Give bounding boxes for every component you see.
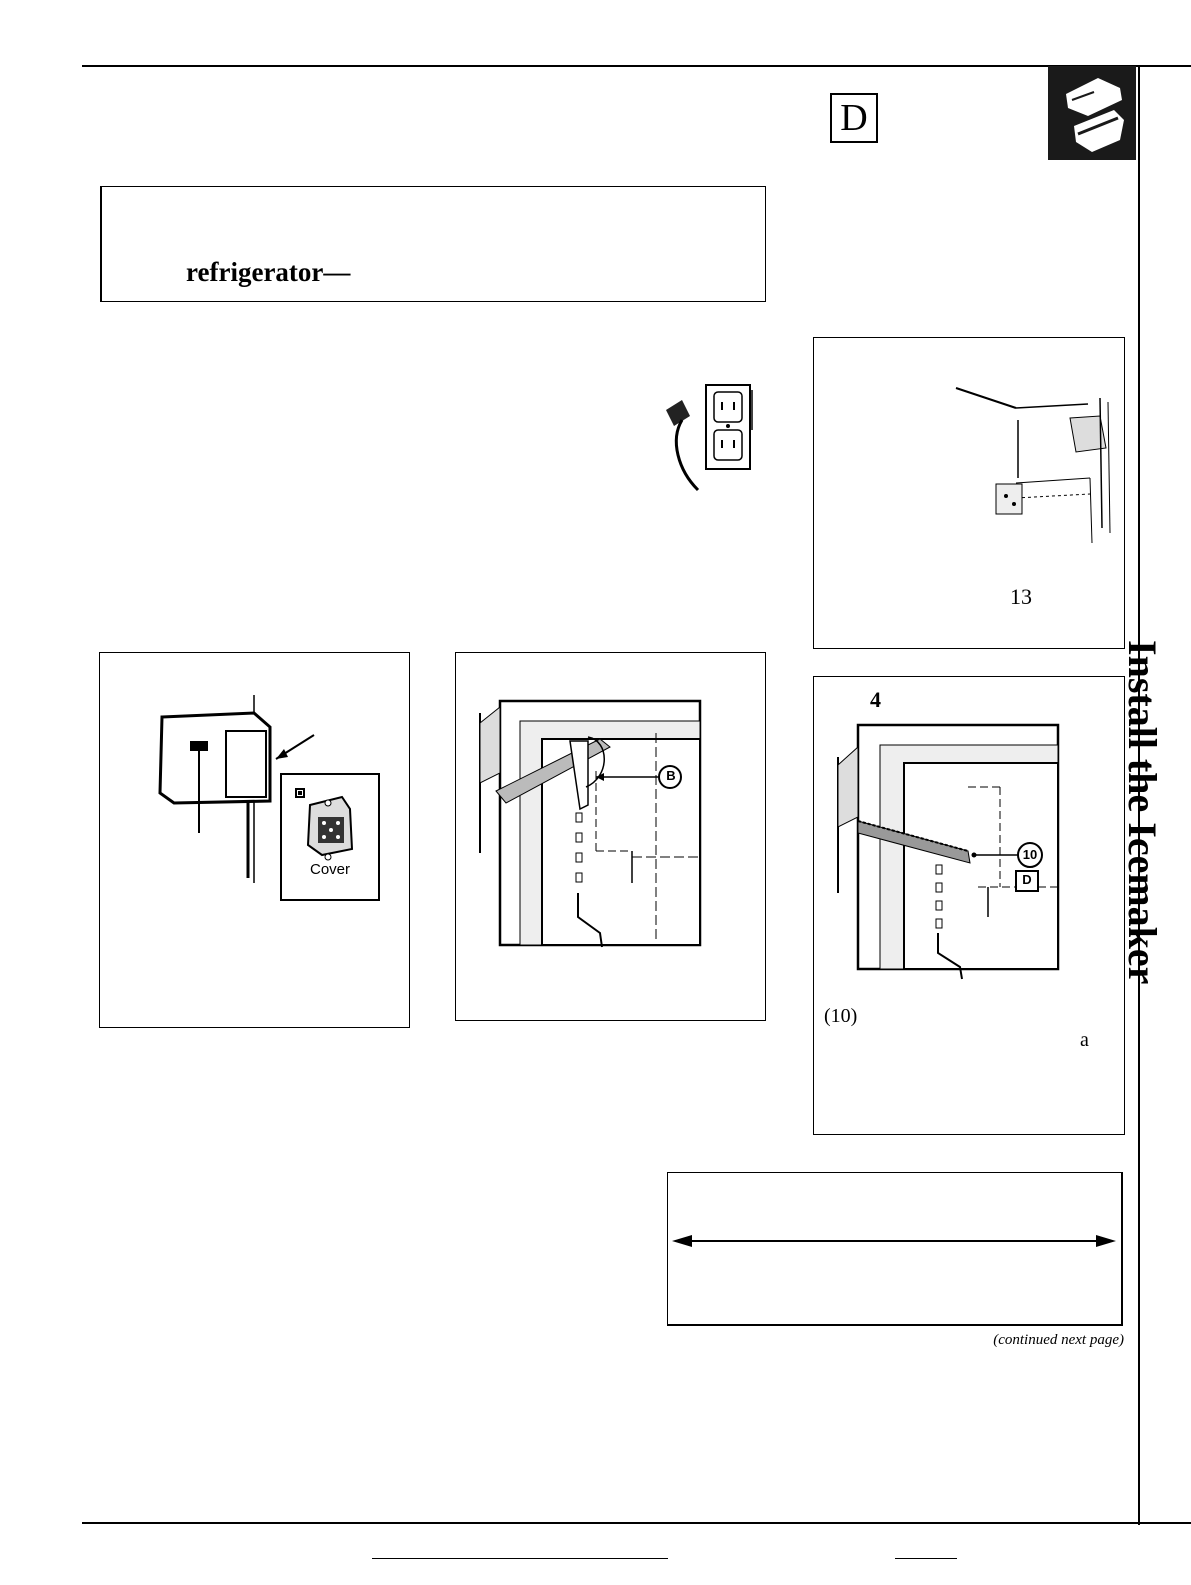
plug-outlet-illustration [660,380,760,495]
figure-4-step: 4 [870,687,881,712]
ice-cube-icon [1048,66,1136,160]
footer-line-right [895,1558,957,1559]
receptacle-icon [282,775,378,871]
step-letter-box [830,93,878,143]
warning-box [100,186,766,302]
top-rule [82,65,1191,67]
refrigerator-corner-drawing [820,358,1120,578]
icemaker-logo [1048,66,1136,160]
warning-text: refrigerator— [186,257,351,287]
dimension-box [667,1172,1123,1326]
figure-4 [813,676,1125,1135]
callout-d: D [1022,872,1032,887]
figure-cover [99,652,410,1028]
figure-b [455,652,766,1021]
cover-inset [280,773,380,901]
continued-note: (continued next page) [993,1332,1124,1348]
footer-line-left [372,1558,668,1559]
fill-tube-diagram [460,693,760,993]
dimension-arrow [668,1223,1124,1263]
bottom-rule [82,1522,1191,1524]
cover-label: Cover [309,861,350,878]
side-tab-title: Install the Icemaker [1120,640,1165,985]
figure-number: 13 [1010,584,1032,609]
callout-10: 10 [1022,847,1038,862]
figure-top-right [813,337,1125,649]
icemaker-fill-tube-diagram [818,717,1118,997]
callout-b: B [666,768,676,783]
caption-a: a [1080,1029,1089,1051]
step-letter: D [840,97,868,139]
caption-10: (10) [824,1005,858,1027]
